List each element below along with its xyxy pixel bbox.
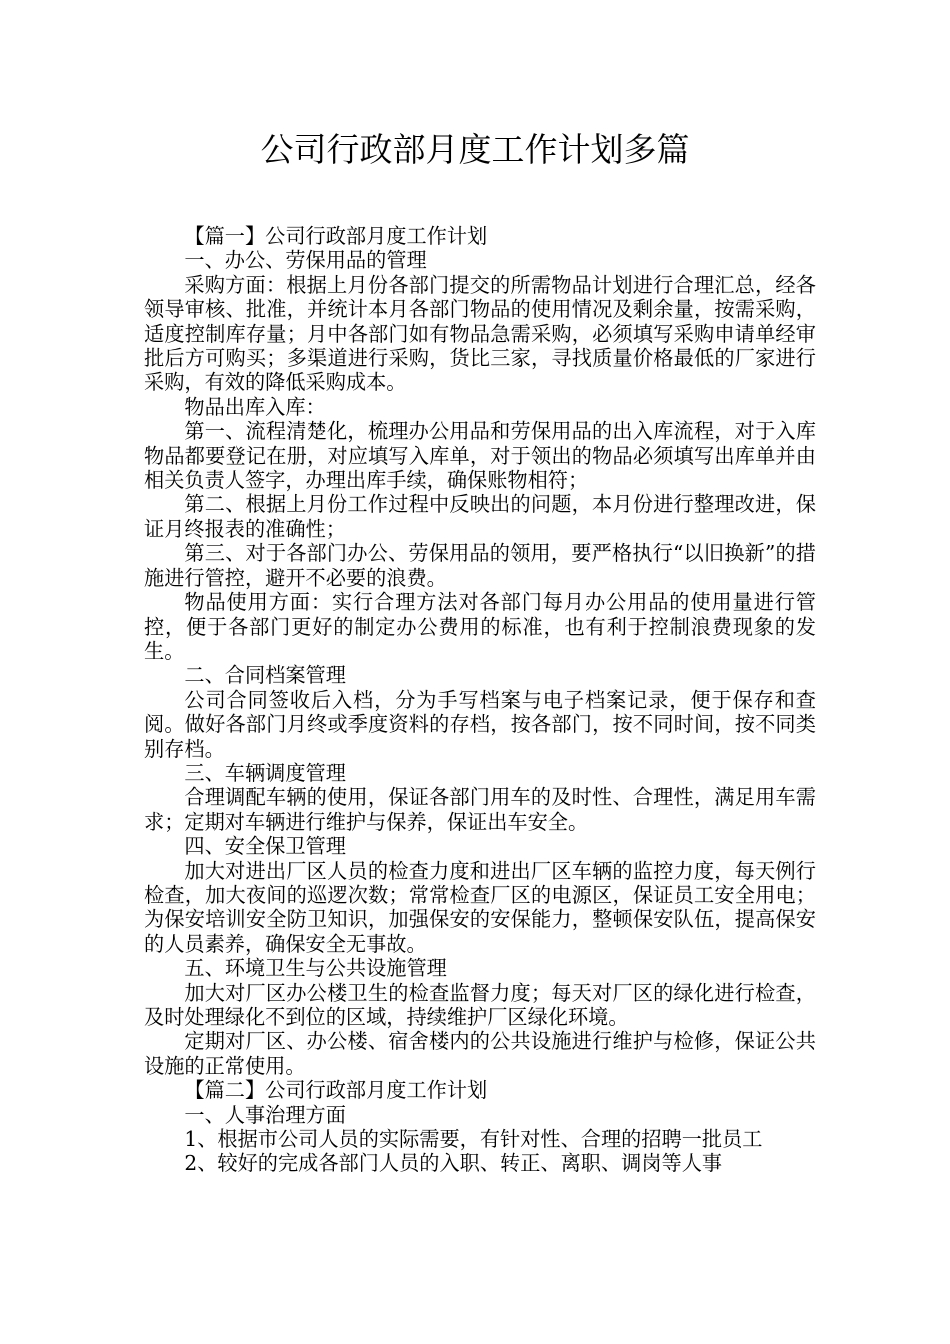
subsection-heading: 一、人事治理方面 — [184, 1102, 346, 1127]
paragraph: 第三、对于各部门办公、劳保用品的领用，要严格执行“以旧换新”的措施进行管控，避开不必要的浪费。 — [144, 541, 816, 590]
paragraph: 2、较好的完成各部门人员的入职、转正、离职、调岗等人事 — [184, 1151, 723, 1176]
section-heading: 【篇二】公司行政部月度工作计划 — [184, 1078, 488, 1103]
subsection-heading: 三、车辆调度管理 — [184, 760, 346, 785]
subsection-heading: 一、办公、劳保用品的管理 — [184, 248, 427, 273]
paragraph: 加大对进出厂区人员的检查力度和进出厂区车辆的监控力度，每天例行检查，加大夜间的巡逻次数；常常检查厂区的电源区，保证员工安全用电；为保安培训安全防卫知识，加强保安的安保能力，整顿保安队伍，提高保安的人员素养，确保安全无事故。 — [144, 858, 816, 956]
paragraph: 第二、根据上月份工作过程中反映出的问题，本月份进行整理改进，保证月终报表的准确性； — [144, 492, 816, 541]
paragraph: 物品出库入库： — [184, 394, 326, 419]
paragraph: 加大对厂区办公楼卫生的检查监督力度；每天对厂区的绿化进行检查，及时处理绿化不到位的区域，持续维护厂区绿化环境。 — [144, 980, 816, 1029]
subsection-heading: 二、合同档案管理 — [184, 663, 346, 688]
subsection-heading: 五、环境卫生与公共设施管理 — [184, 956, 447, 981]
paragraph: 物品使用方面：实行合理方法对各部门每月办公用品的使用量进行管控，便于各部门更好的制定办公费用的标准，也有利于控制浪费现象的发生。 — [144, 590, 816, 663]
paragraph: 定期对厂区、办公楼、宿舍楼内的公共设施进行维护与检修，保证公共设施的正常使用。 — [144, 1029, 816, 1078]
document-title: 公司行政部月度工作计划多篇 — [260, 130, 690, 169]
document-body — [144, 224, 816, 1176]
paragraph: 1、根据市公司人员的实际需要，有针对性、合理的招聘一批员工 — [184, 1127, 763, 1152]
section-heading: 【篇一】公司行政部月度工作计划 — [184, 224, 488, 248]
paragraph: 公司合同签收后入档，分为手写档案与电子档案记录，便于保存和查阅。做好各部门月终或季度资料的存档，按各部门，按不同时间，按不同类别存档。 — [144, 687, 816, 761]
paragraph: 第一、流程清楚化，梳理办公用品和劳保用品的出入库流程，对于入库物品都要登记在册，对应填写入库单，对于领出的物品必须填写出库单并由相关负责人签字，办理出库手续，确保账物相符； — [144, 419, 816, 493]
paragraph: 采购方面：根据上月份各部门提交的所需物品计划进行合理汇总，经各领导审核、批准，并统计本月各部门物品的使用情况及剩余量，按需采购，适度控制库存量；月中各部门如有物品急需采购，必须填写采购申请单经审批后方可购买；多渠道进行采购，货比三家，寻找质量价格最低的厂家进行采购，有效的降低采购成本。 — [144, 272, 816, 395]
subsection-heading: 四、安全保卫管理 — [184, 834, 346, 859]
paragraph: 合理调配车辆的使用，保证各部门用车的及时性、合理性，满足用车需求；定期对车辆进行维护与保养，保证出车安全。 — [144, 785, 816, 834]
